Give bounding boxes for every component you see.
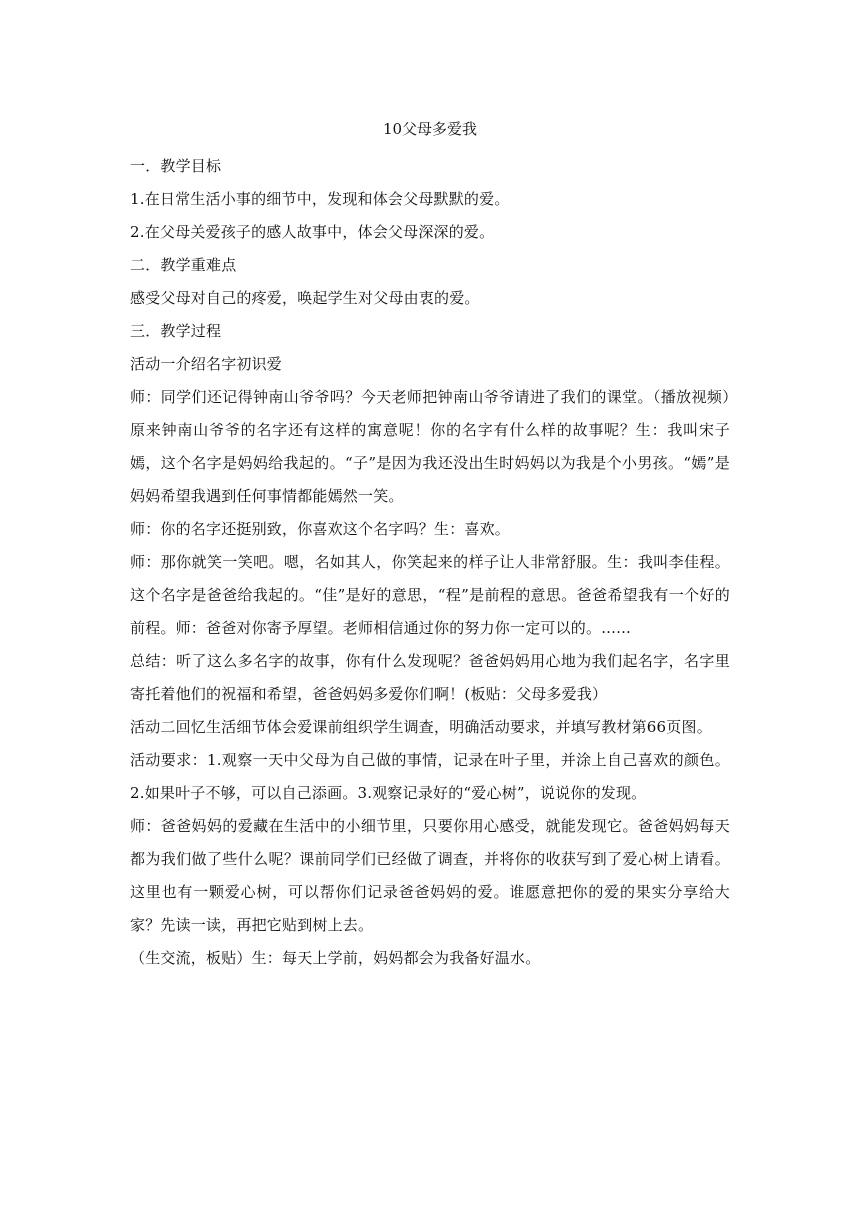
dialogue-paragraph: 师：你的名字还挺别致，你喜欢这个名字吗？生：喜欢。: [130, 520, 511, 538]
section-heading-objectives: 一．教学目标: [130, 157, 222, 175]
activity-requirements: 活动要求：1.观察一天中父母为自己做的事情，记录在叶子里，并涂上自己喜欢的颜色。2.如果叶子不够，可以自己添画。3.观察记录好的“爱心树”，说说你的发现。: [130, 751, 730, 802]
key-points-text: 感受父母对自己的疼爱，唤起学生对父母由衷的爱。: [130, 289, 480, 307]
activity-1-heading: 活动一介绍名字初识爱: [130, 355, 283, 373]
section-heading-process: 三．教学过程: [130, 322, 222, 340]
dialogue-paragraph: 师：爸爸妈妈的爱藏在生活中的小细节里，只要你用心感受，就能发现它。爸爸妈妈每天都为我们做了些什么呢？课前同学们已经做了调查，并将你的收获写到了爱心树上请看。这里也有一颗爱心树，可以帮你们记录爸爸妈妈的爱。谁愿意把你的爱的果实分享给大家？先读一读，再把它贴到树上去。: [130, 817, 730, 934]
activity-2-heading: 活动二回忆生活细节体会爱课前组织学生调查，明确活动要求，并填写教材第66页图。: [130, 718, 712, 736]
document-title: 10父母多爱我: [382, 120, 478, 138]
dialogue-paragraph: 师：那你就笑一笑吧。嗯，名如其人，你笑起来的样子让人非常舒服。生：我叫李佳程。这个名字是爸爸给我起的。“佳”是好的意思，“程”是前程的意思。爸爸希望我有一个好的前程。师：爸爸对你寄予厚望。老师相信通过你的努力你一定可以的。......: [130, 553, 730, 637]
summary-paragraph: 总结：听了这么多名字的故事，你有什么发现呢？爸爸妈妈用心地为我们起名字，名字里寄托着他们的祝福和希望，爸爸妈妈多爱你们啊！(板贴：父母多爱我）: [130, 652, 730, 703]
dialogue-paragraph: 师：同学们还记得钟南山爷爷吗？今天老师把钟南山爷爷请进了我们的课堂。（播放视频）原来钟南山爷爷的名字还有这样的寓意呢！你的名字有什么样的故事呢？生：我叫宋子嫣，这个名字是妈妈给我起的。“子”是因为我还没出生时妈妈以为我是个小男孩。“嫣”是妈妈希望我遇到任何事情都能嫣然一笑。: [130, 388, 730, 505]
objective-2: 2.在父母关爱孩子的感人故事中，体会父母深深的爱。: [130, 223, 495, 241]
section-heading-key-points: 二．教学重难点: [130, 256, 237, 274]
dialogue-paragraph: （生交流，板贴）生：每天上学前，妈妈都会为我备好温水。: [130, 949, 541, 967]
objective-1: 1.在日常生活小事的细节中，发现和体会父母默默的爱。: [130, 190, 510, 208]
